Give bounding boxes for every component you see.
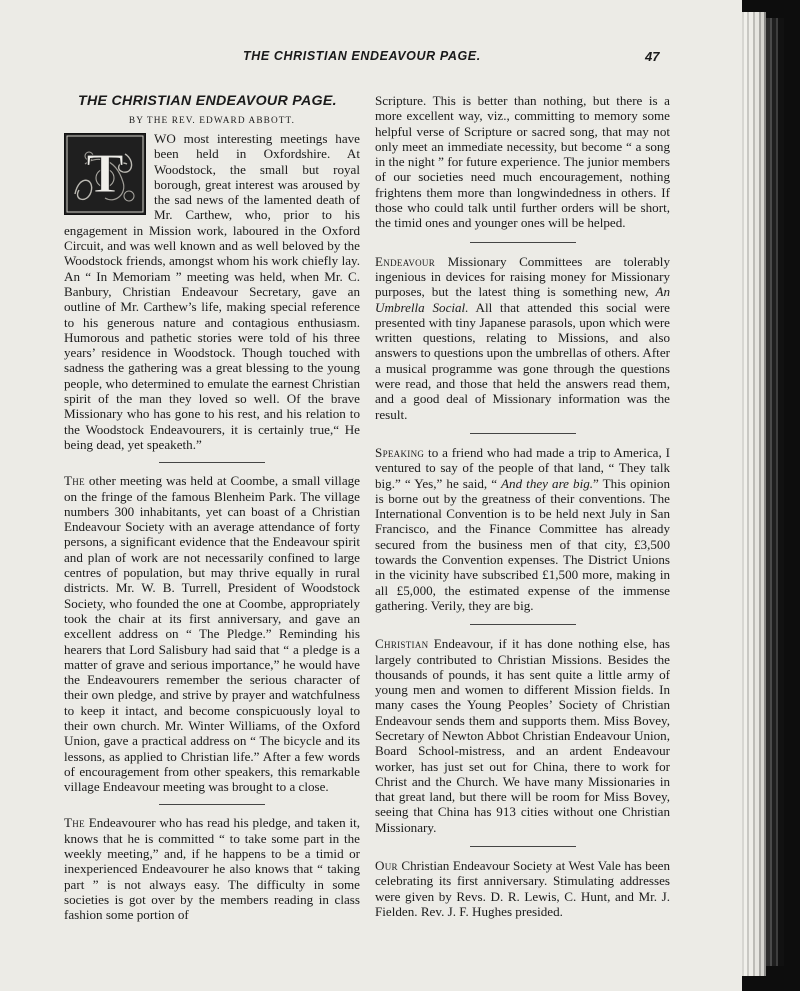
book-binding-edge <box>766 18 784 966</box>
paragraph-text: other meeting was held at Coombe, a small village on the fringe of the famous Blenheim Park. The village numbers 300 inhabitants, yet can boast of a Christian Endeavour Society with an average attendance of forty persons, a significant evidence that the Endeavour spirit and plan of work are not necessarily confined to large centres of population, but may thrive equally in rural districts. Mr. W. B. Turrell, President of Woodstock Society, who founded the one at Coombe, appropriately took the chair at its first anniversary, and gave an excellent address on “ The Pledge.” Reminding his hearers that Lord Salisbury had said that “ a pledge is a matter of grave and serious importance,” he would have the Endeavourers remember the serious character of their own pledge, and strive by prayer and watchfulness to keep it intact, and become conspicuously loyal to their own church. Mr. Winter Williams, of the Oxford Union, gave a practical address on “ The bicycle and its lessons, as applied to Christian life.” After a few words of encouragement from other speakers, this remarkable village Endeavour meeting was brought to a close. <box>64 473 360 795</box>
italic-phrase: An Umbrella Social. <box>375 284 670 315</box>
italic-phrase: And they are big. <box>501 475 594 491</box>
lead-word: The <box>64 473 85 489</box>
paragraph-text: All that attended this social were presented with tiny Japanese parasols, upon which were written questions, relating to Missions, and also answers to questions upon the umbrellas of others. After a musical programme was gone through the questions were read, and those that held the answers read them, and a good deal of Missionary information was the result. <box>375 299 670 422</box>
section-divider <box>470 846 576 847</box>
ornament-flourish-icon <box>65 134 145 214</box>
paragraph-missions <box>375 636 670 835</box>
lead-word: The <box>64 815 85 831</box>
book-page-stack-edge <box>742 12 766 976</box>
section-divider <box>470 624 576 625</box>
paragraph-text: Endeavourer who has read his pledge, and taken it, knows that he is committed “ to take some part in the weekly meeting,” and, if he happens to be a timid or inexperienced Endeavourer he also knows that “ taking part ” is not always easy. The difficulty in some societies is got over by the members reading in class fashion some portion of <box>64 815 360 923</box>
paragraph-text: Endeavour, if it has done nothing else, has largely contributed to Christian Missions. Besides the thousands of pounds, it has sent quite a little army of young men and women to different Mission fields. In many cases the Young Peoples’ Society of Christian Endeavour sends them and supports them. Miss Bovey, Secretary of Newton Abbot Christian Endeavour Union, Board School-mistress, and an ardent Endeavour worker, has just set out for China, there to work for Christ and the Church. We have many Missionaries in that great land, but there will be room for Miss Bovey, seeing that China has 913 cities without one Christian Missionary. <box>375 636 670 835</box>
ornamental-drop-cap <box>64 133 146 215</box>
paragraph-text: WO most interesting meetings have been held in Oxfordshire. At Woodstock, the small but royal borough, great interest was aroused by the sad news of the lamented death of Mr. Carthew, who, prior to his engagement in Mission work, laboured in the Oxford Circuit, and was well known and as well beloved by the Woodstock friends, amongst whom his work chiefly lay. An “ In Memoriam ” meeting was held, when Mr. C. Banbury, Christian Endeavour Secretary, gave an outline of Mr. Carthew’s life, making special reference to his generous nature and contagious enthusiasm. Humorous and pathetic stories were told of his three years’ residence in Woodstock. Though touched with sadness the gathering was a great blessing to the young people, who determined to emulate the earnest Christian spirit of the man they loved so well. Of the brave Missionary who has gone to his rest, and his relation to the Woodstock Endeavourers, it is certainly true,“ He being dead, yet speaketh.” <box>64 131 360 452</box>
lead-word: Endeavour <box>375 253 436 269</box>
section-divider <box>470 433 576 434</box>
left-column <box>64 93 360 923</box>
paragraph-coombe <box>64 473 360 794</box>
running-head: THE CHRISTIAN ENDEAVOUR PAGE. <box>243 49 481 63</box>
lead-word: Christian <box>375 636 429 652</box>
paragraph-pledge <box>64 815 360 922</box>
paragraph-text: Scripture. This is better than nothing, but there is a more excellent way, viz., committing to memory some helpful verse of Scripture or sacred song, that may not only meet an immediate necessity, but become “ a song in the night ” for future experience. The junior members of our societies need much encouragement, nothing frightens them more than longwindedness in others. If those who could talk until further orders will be short, the timid ones and younger ones will be helped. <box>375 93 670 231</box>
paragraph-text: to a friend who had made a trip to America, I ventured to say of the people of that land, “ They talk big.” “ Yes,” he said, “ <box>375 444 670 491</box>
article-title: THE CHRISTIAN ENDEAVOUR PAGE. <box>78 93 337 109</box>
section-divider <box>470 242 576 243</box>
section-divider <box>159 462 265 463</box>
paragraph-text: ” This opinion is borne out by the greatness of their conventions. The International Convention is to be held next July in San Francisco, and the Finance Committee has already secured from the business men of that city, £3,500 towards the Convention expenses. The District Unions in the vicinity have subscribed £1,500 more, making in all £5,000, the estimated expense of the immense gathering. Verily, they are big. <box>375 475 670 613</box>
paragraph-text: Missionary Committees are tolerably ingenious in devices for raising money for Missionary purposes, but the latest thing is something new, <box>375 253 670 300</box>
right-column <box>375 93 670 919</box>
byline: BY THE REV. EDWARD ABBOTT. <box>128 116 296 126</box>
lead-word: Speaking <box>375 444 425 460</box>
section-divider <box>159 804 265 805</box>
paragraph-scripture <box>375 93 670 231</box>
paragraph-text: Christian Endeavour Society at West Vale has been celebrating its first anniversary. Stimulating addresses were given by Revs. D. R. Lewis, C. Hunt, and Mr. J. Fielden. Rev. J. F. Hughes presided. <box>375 858 670 919</box>
drop-cap-letter: T <box>86 143 124 205</box>
lead-word: Our <box>375 858 398 874</box>
paragraph-west-vale <box>375 858 670 919</box>
page-number: 47 <box>645 49 660 64</box>
paragraph-umbrella-social <box>375 254 670 422</box>
paragraph-america <box>375 445 670 613</box>
paragraph-woodstock <box>64 131 360 452</box>
